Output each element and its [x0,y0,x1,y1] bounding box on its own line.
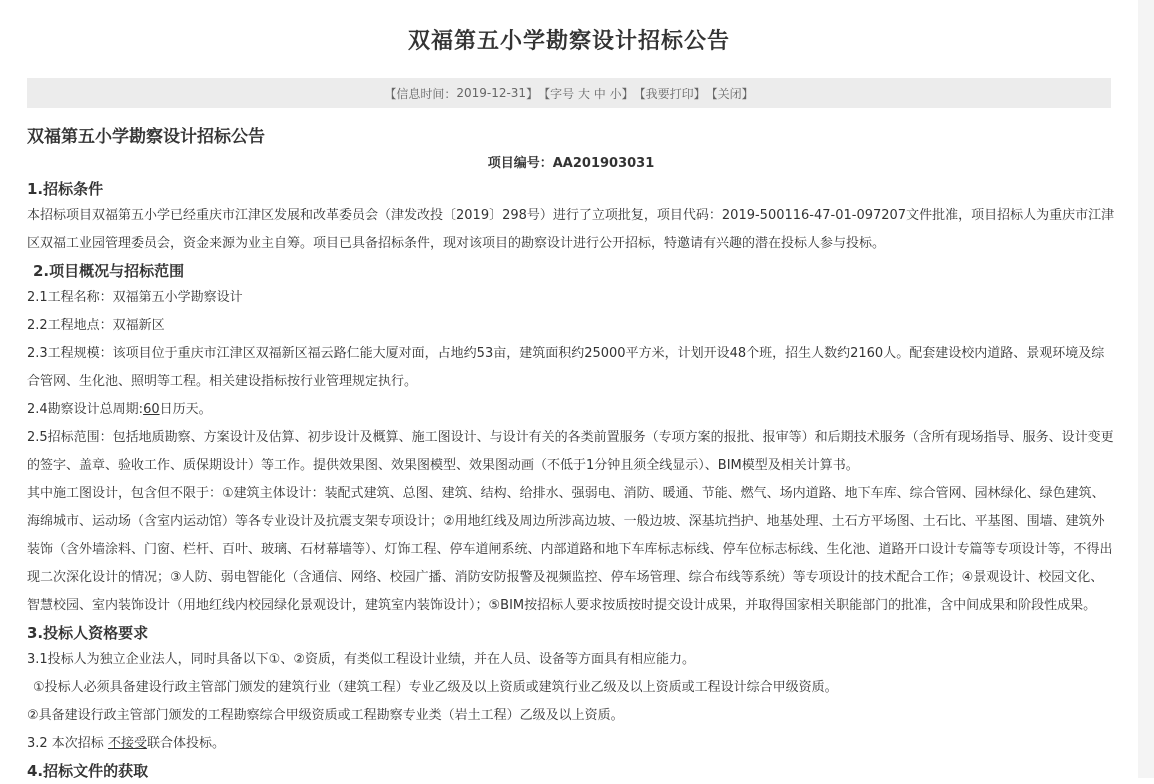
section-1-title: 1.招标条件 [27,180,104,198]
section-3-1-a: ①投标人必须具备建设行政主管部门颁发的建筑行业（建筑工程）专业乙级及以上资质或建筑行业乙级及以上资质或工程设计综合甲级资质。 [33,680,838,695]
font-size-suffix: 】 [621,86,634,101]
section-3-2-suffix: 联合体投标。 [146,736,225,751]
section-3-title: 3.投标人资格要求 [27,624,149,642]
info-date: 2019-12-31 [456,86,527,100]
article-content [27,122,1115,784]
vertical-scrollbar[interactable] [1138,0,1154,778]
section-2-title: 2.项目概况与招标范围 [33,262,185,280]
section-2-1: 2.1工程名称：双福第五小学勘察设计 [27,290,243,305]
print-link[interactable]: 【我要打印】 [633,86,706,101]
font-large-link[interactable]: 大 [577,86,590,101]
section-3-1: 3.1投标人为独立企业法人，同时具备以下①、②资质，有类似工程设计业绩，并在人员、设备等方面具有相应能力。 [27,652,695,667]
info-date-suffix: 】 [526,86,539,101]
section-3-2 [27,730,1115,758]
section-2-6: 其中施工图设计，包含但不限于：①建筑主体设计：装配式建筑、总图、建筑、结构、给排水、强弱电、消防、暖通、节能、燃气、场内道路、地下车库、综合管网、园林绿化、绿色建筑、海绵城市、运动场（含室内运动馆）等各专业设计及抗震支架专项设计；②用地红线及周边所涉高边坡、一般边坡、深基坑挡护、地基处理、土石方平场图、土石比、平基图、围墙、建筑外装饰（含外墙涂料、门窗、栏杆、百叶、玻璃、石材幕墙等）、灯饰工程、停车道闸系统、内部道路和地下车库标志标线、停车位标志标线、生化池、道路开口设计专篇等专项设计等，不得出现二次深化设计的情况；③人防、弱电智能化（含通信、网络、校园广播、消防安防报警及视频监控、停车场管理、综合布线等系统）等专项设计的技术配合工作；④景观设计、校园文化、智慧校园、室内装饰设计（用地红线内校园绿化景观设计，建筑室内装饰设计）；⑤BIM按招标人要求按质按时提交设计成果，并取得国家相关职能部门的批准，含中间成果和阶段性成果。 [27,486,1113,613]
section-2-4-days: 60 [143,402,160,417]
page-title: 双福第五小学勘察设计招标公告 [407,29,730,54]
section-1-text: 本招标项目双福第五小学已经重庆市江津区发展和改革委员会（津发改投〔2019〕298号）进行了立项批复，项目代码：2019-500116-47-01-097207文件批准，项目招标人为重庆市江津区双福工业园管理委员会，资金来源为业主自筹。项目已具备招标条件，现对该项目的勘察设计进行公开招标，特邀请有兴趣的潜在投标人参与投标。 [27,208,1115,251]
section-2-4 [27,396,1115,424]
section-2-4-suffix: 日历天。 [159,402,212,417]
article-title: 双福第五小学勘察设计招标公告 [27,127,265,147]
info-bar [27,78,1111,108]
project-number: 项目编号：AA201903031 [487,156,655,171]
section-3-2-prefix: 3.2 本次招标 [27,736,108,751]
font-small-link[interactable]: 小 [609,86,622,101]
info-date-prefix: 【信息时间： [384,86,457,101]
section-3-2-underline: 不接受 [107,736,147,751]
section-2-5: 2.5招标范围：包括地质勘察、方案设计及估算、初步设计及概算、施工图设计、与设计有关的各类前置服务（专项方案的报批、报审等）和后期技术服务（含所有现场指导、服务、设计变更的签字、盖章、验收工作、质保期设计）等工作。提供效果图、效果图模型、效果图动画（不低于1分钟且须全线显示）、BIM模型及相关计算书。 [27,430,1114,473]
section-2-4-prefix: 2.4勘察设计总周期: [27,402,144,417]
font-medium-link[interactable]: 中 [593,86,606,101]
section-2-3: 2.3工程规模：该项目位于重庆市江津区双福新区福云路仁能大厦对面，占地约53亩，建筑面积约25000平方米，计划开设48个班，招生人数约2160人。配套建设校内道路、景观环境及综合管网、生化池、照明等工程。相关建设指标按行业管理规定执行。 [27,346,1105,389]
close-link[interactable]: 【关闭】 [705,86,754,101]
font-size-prefix: 【字号 [538,86,575,101]
section-4-title: 4.招标文件的获取 [27,762,149,780]
section-3-1-b: ②具备建设行政主管部门颁发的工程勘察综合甲级资质或工程勘察专业类（岩土工程）乙级及以上资质。 [27,708,624,723]
section-2-2: 2.2工程地点：双福新区 [27,318,165,333]
